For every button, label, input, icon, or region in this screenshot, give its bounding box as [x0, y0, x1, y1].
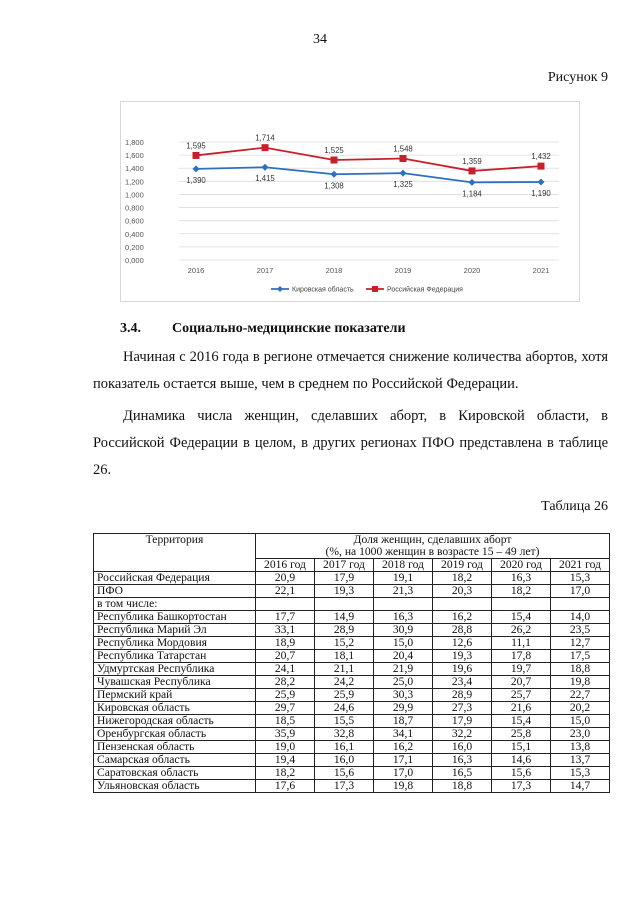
row-value: 28,2 — [256, 676, 315, 689]
table-row — [94, 611, 610, 624]
header-territory: Территория — [94, 534, 256, 572]
row-value: 19,4 — [256, 754, 315, 767]
line-chart — [120, 101, 580, 302]
row-value: 26,2 — [492, 624, 551, 637]
row-value: 15,5 — [315, 715, 374, 728]
row-value: 18,5 — [256, 715, 315, 728]
table-row — [94, 663, 610, 676]
row-value: 24,2 — [315, 676, 374, 689]
row-territory: Самарская область — [94, 754, 256, 767]
data-label: 1,359 — [462, 156, 482, 166]
row-territory: Саратовская область — [94, 767, 256, 780]
header-main-line1: Доля женщин, сделавших аборт — [353, 533, 512, 546]
table-label: Таблица 26 — [541, 499, 608, 514]
row-value: 20,9 — [256, 572, 315, 585]
row-territory: Кировская область — [94, 702, 256, 715]
table-row — [94, 689, 610, 702]
year-header: 2019 год — [433, 559, 492, 572]
row-value: 15,3 — [551, 767, 610, 780]
legend-label: Кировская область — [292, 286, 354, 294]
row-value: 17,3 — [492, 780, 551, 793]
row-value: 19,3 — [433, 650, 492, 663]
row-value: 17,0 — [374, 767, 433, 780]
data-point — [469, 179, 476, 186]
row-value: 17,7 — [256, 611, 315, 624]
row-value: 20,7 — [256, 650, 315, 663]
row-value: 21,6 — [492, 702, 551, 715]
section-title: Социально-медицинские показатели — [172, 321, 406, 336]
data-point — [538, 163, 545, 170]
row-value: 21,1 — [315, 663, 374, 676]
row-territory: ПФО — [94, 585, 256, 598]
data-point — [262, 164, 269, 171]
table-row — [94, 624, 610, 637]
row-value: 16,1 — [315, 741, 374, 754]
row-value: 24,1 — [256, 663, 315, 676]
row-value: 16,2 — [374, 741, 433, 754]
row-value: 25,7 — [492, 689, 551, 702]
row-value: 20,7 — [492, 676, 551, 689]
y-tick-label: 0,800 — [125, 203, 144, 213]
chart-svg — [121, 102, 579, 301]
row-value: 30,9 — [374, 624, 433, 637]
header-main — [256, 534, 610, 559]
row-value: 18,9 — [256, 637, 315, 650]
row-value: 16,3 — [374, 611, 433, 624]
table-row — [94, 715, 610, 728]
y-tick-label: 1,600 — [125, 151, 144, 161]
row-value: 19,3 — [315, 585, 374, 598]
data-label: 1,390 — [186, 175, 206, 185]
row-territory: в том числе: — [94, 598, 256, 611]
row-value: 18,8 — [551, 663, 610, 676]
data-point — [262, 144, 269, 151]
row-value: 15,3 — [551, 572, 610, 585]
year-header: 2020 год — [492, 559, 551, 572]
row-value: 12,6 — [433, 637, 492, 650]
y-tick-label: 1,000 — [125, 190, 144, 200]
data-point — [193, 152, 200, 159]
x-tick-label: 2018 — [325, 266, 343, 275]
section-heading — [120, 321, 406, 337]
section-number: 3.4. — [120, 321, 141, 336]
row-value: 19,6 — [433, 663, 492, 676]
row-value: 22,7 — [551, 689, 610, 702]
y-tick-label: 1,400 — [125, 164, 144, 174]
row-value: 18,1 — [315, 650, 374, 663]
row-value: 19,0 — [256, 741, 315, 754]
row-value: 18,7 — [374, 715, 433, 728]
x-tick-label: 2021 — [532, 266, 550, 275]
row-value — [315, 598, 374, 611]
row-value: 15,0 — [551, 715, 610, 728]
row-value: 25,0 — [374, 676, 433, 689]
row-territory: Республика Мордовия — [94, 637, 256, 650]
row-value: 18,2 — [256, 767, 315, 780]
table-row — [94, 780, 610, 793]
row-value: 32,2 — [433, 728, 492, 741]
row-value: 21,3 — [374, 585, 433, 598]
row-value: 29,9 — [374, 702, 433, 715]
year-header: 2021 год — [551, 559, 610, 572]
row-territory: Республика Башкортостан — [94, 611, 256, 624]
table-row — [94, 650, 610, 663]
row-value: 17,6 — [256, 780, 315, 793]
data-point — [331, 157, 338, 164]
row-territory: Республика Татарстан — [94, 650, 256, 663]
row-value: 14,0 — [551, 611, 610, 624]
row-value: 17,0 — [551, 585, 610, 598]
table-row — [94, 728, 610, 741]
row-value: 17,9 — [315, 572, 374, 585]
data-label: 1,325 — [393, 180, 413, 190]
legend-label: Российская Федерация — [387, 286, 463, 294]
data-label: 1,548 — [393, 144, 413, 154]
data-label: 1,184 — [462, 189, 482, 199]
row-value: 20,2 — [551, 702, 610, 715]
row-value: 17,9 — [433, 715, 492, 728]
row-value: 34,1 — [374, 728, 433, 741]
row-value: 15,6 — [315, 767, 374, 780]
table-row — [94, 754, 610, 767]
row-value: 20,4 — [374, 650, 433, 663]
row-value: 15,4 — [492, 715, 551, 728]
row-value: 28,9 — [315, 624, 374, 637]
row-value: 21,9 — [374, 663, 433, 676]
row-value: 18,8 — [433, 780, 492, 793]
row-value: 15,2 — [315, 637, 374, 650]
table-row — [94, 741, 610, 754]
row-value: 17,1 — [374, 754, 433, 767]
row-value: 35,9 — [256, 728, 315, 741]
row-value: 19,8 — [374, 780, 433, 793]
table-row — [94, 637, 610, 650]
row-value: 19,8 — [551, 676, 610, 689]
row-value — [492, 598, 551, 611]
x-tick-label: 2017 — [256, 266, 274, 275]
figure-label: Рисунок 9 — [547, 70, 608, 85]
row-value: 22,1 — [256, 585, 315, 598]
row-territory: Пензенская область — [94, 741, 256, 754]
data-table — [93, 533, 610, 793]
row-value: 17,3 — [315, 780, 374, 793]
row-value — [433, 598, 492, 611]
year-header: 2016 год — [256, 559, 315, 572]
row-value: 27,3 — [433, 702, 492, 715]
y-tick-label: 0,400 — [125, 229, 144, 239]
row-value: 28,8 — [433, 624, 492, 637]
row-value — [374, 598, 433, 611]
data-label: 1,415 — [255, 174, 275, 184]
row-value: 12,7 — [551, 637, 610, 650]
year-header: 2018 год — [374, 559, 433, 572]
data-point — [331, 171, 338, 178]
y-tick-label: 1,800 — [125, 138, 144, 147]
row-value: 14,7 — [551, 780, 610, 793]
year-header: 2017 год — [315, 559, 374, 572]
row-value — [256, 598, 315, 611]
x-tick-label: 2020 — [463, 266, 481, 275]
row-value: 15,4 — [492, 611, 551, 624]
paragraph-2: Динамика числа женщин, сделавших аборт, в Кировской области, в Российской Федерации в целом, в других регионах ПФО представлена в таблице 26. — [93, 408, 608, 478]
data-label: 1,432 — [531, 152, 551, 162]
header-main-line2: (%, на 1000 женщин в возрасте 15 – 49 лет) — [325, 545, 540, 558]
data-point — [400, 155, 407, 162]
row-value: 24,6 — [315, 702, 374, 715]
row-territory: Нижегородская область — [94, 715, 256, 728]
table-row — [94, 702, 610, 715]
row-value: 25,9 — [315, 689, 374, 702]
row-value: 16,5 — [433, 767, 492, 780]
row-value: 32,8 — [315, 728, 374, 741]
row-value: 13,8 — [551, 741, 610, 754]
table-row — [94, 598, 610, 611]
data-label: 1,525 — [324, 146, 344, 156]
y-tick-label: 0,600 — [125, 216, 144, 226]
data-point — [400, 170, 407, 177]
row-value: 16,3 — [433, 754, 492, 767]
row-territory: Пермский край — [94, 689, 256, 702]
data-point — [469, 167, 476, 174]
y-tick-label: 0,200 — [125, 242, 144, 252]
data-label: 1,190 — [531, 188, 551, 198]
row-value: 16,0 — [433, 741, 492, 754]
y-tick-label: 1,200 — [125, 177, 144, 187]
row-value: 16,2 — [433, 611, 492, 624]
row-value: 23,0 — [551, 728, 610, 741]
row-territory: Удмуртская Республика — [94, 663, 256, 676]
row-value: 25,8 — [492, 728, 551, 741]
row-value: 17,5 — [551, 650, 610, 663]
row-territory: Чувашская Республика — [94, 676, 256, 689]
row-territory: Российская Федерация — [94, 572, 256, 585]
row-value: 18,2 — [492, 585, 551, 598]
row-value: 15,0 — [374, 637, 433, 650]
row-value: 30,3 — [374, 689, 433, 702]
data-label: 1,595 — [186, 141, 206, 151]
row-territory: Республика Марий Эл — [94, 624, 256, 637]
table-row — [94, 676, 610, 689]
row-value: 16,3 — [492, 572, 551, 585]
row-value: 33,1 — [256, 624, 315, 637]
row-value: 20,3 — [433, 585, 492, 598]
table-row — [94, 572, 610, 585]
x-tick-label: 2016 — [187, 266, 205, 275]
row-value: 17,8 — [492, 650, 551, 663]
legend-marker — [372, 286, 378, 292]
row-value: 25,9 — [256, 689, 315, 702]
row-value: 23,5 — [551, 624, 610, 637]
x-tick-label: 2019 — [394, 266, 412, 275]
row-value: 23,4 — [433, 676, 492, 689]
row-value: 11,1 — [492, 637, 551, 650]
row-value: 14,6 — [492, 754, 551, 767]
row-value: 16,0 — [315, 754, 374, 767]
data-point — [193, 165, 200, 172]
legend-marker — [277, 286, 283, 292]
row-value: 15,6 — [492, 767, 551, 780]
table-row — [94, 767, 610, 780]
row-value: 14,9 — [315, 611, 374, 624]
row-value: 29,7 — [256, 702, 315, 715]
data-point — [538, 178, 545, 185]
paragraph-1: Начиная с 2016 года в регионе отмечается снижение количества абортов, хотя показатель остается выше, чем в среднем по Российской Федерации. — [93, 349, 608, 392]
row-value: 19,7 — [492, 663, 551, 676]
table-row — [94, 585, 610, 598]
data-label: 1,308 — [324, 181, 344, 191]
data-label: 1,714 — [255, 133, 275, 143]
row-value: 13,7 — [551, 754, 610, 767]
row-value: 18,2 — [433, 572, 492, 585]
y-tick-label: 0,000 — [125, 256, 144, 265]
page-number: 34 — [313, 32, 327, 47]
row-territory: Ульяновская область — [94, 780, 256, 793]
row-value: 28,9 — [433, 689, 492, 702]
row-value — [551, 598, 610, 611]
row-value: 15,1 — [492, 741, 551, 754]
row-territory: Оренбургская область — [94, 728, 256, 741]
row-value: 19,1 — [374, 572, 433, 585]
